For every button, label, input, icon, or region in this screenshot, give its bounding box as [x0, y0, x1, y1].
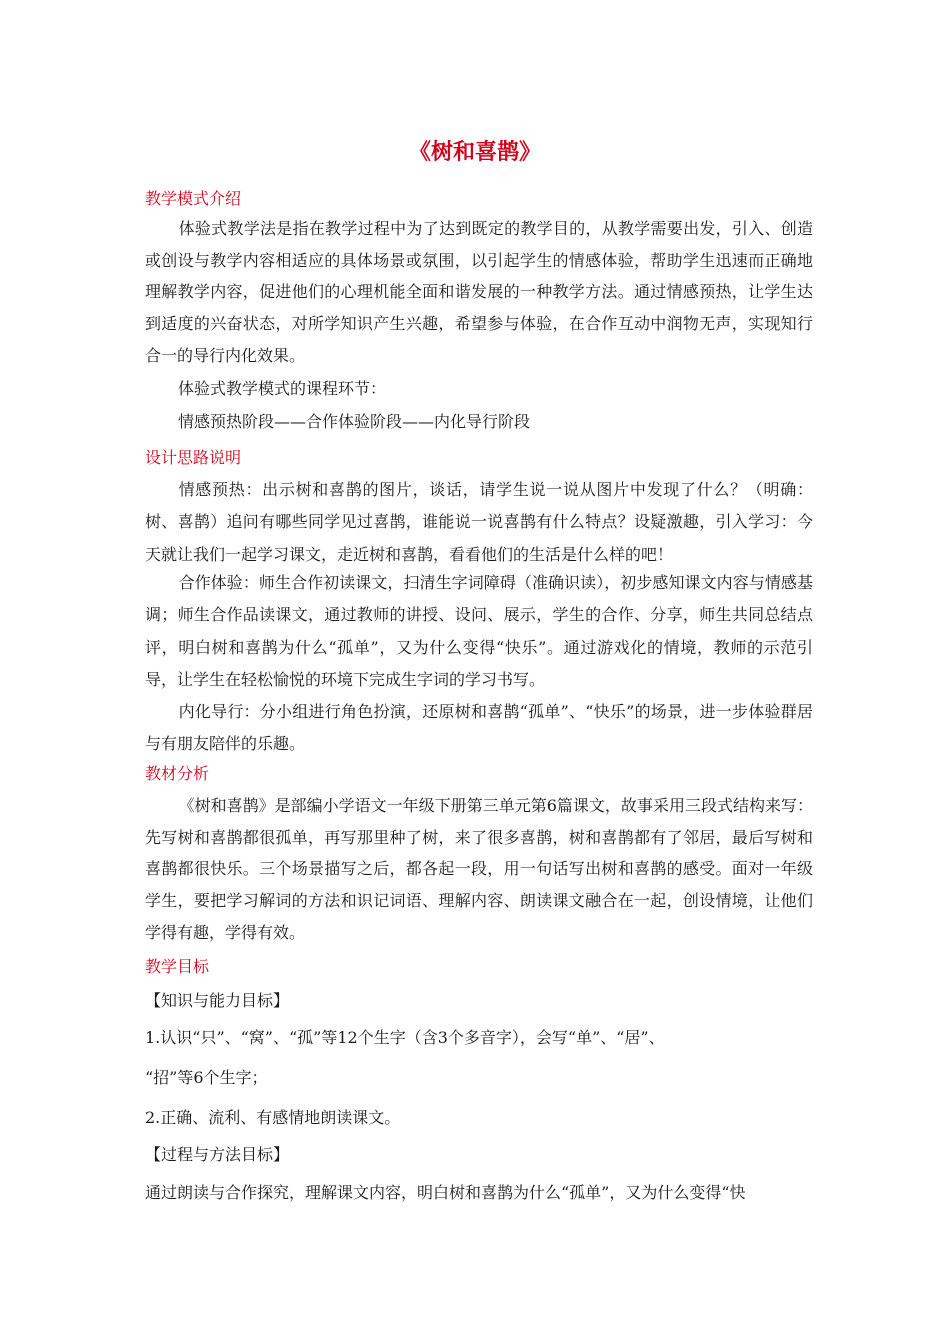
stages-label: 体验式教学模式的课程环节： — [178, 379, 387, 398]
material-paragraph: 《树和喜鹊》是部编小学语文一年级下册第三单元第6篇课文，故事采用三段式结构来写：先写树和喜鹊都很孤单，再写那里种了树，来了很多喜鹊，树和喜鹊都有了邻居，最后写树和喜鹊都很快乐。三个场景描写之后，都各起一段，用一句话写出树和喜鹊的感受。面对一年级学生，要把学习解词的方法和识记词语、理解内容、朗读课文融合在一起，创设情境，让他们学得有趣，学得有效。 — [145, 796, 813, 942]
section-heading-material: 教材分析 — [145, 764, 210, 783]
process-goal-text: 通过朗读与合作探究，理解课文内容，明白树和喜鹊为什么“孤单”，又为什么变得“快 — [145, 1183, 746, 1202]
section-heading-mode-intro: 教学模式介绍 — [145, 189, 242, 208]
design-warmup-paragraph: 情感预热：出示树和喜鹊的图片，谈话，请学生说一说从图片中发现了什么？（明确：树、喜鹊）追问有哪些同学见过喜鹊，谁能说一说喜鹊有什么特点？设疑激趣，引入学习：今天就让我们一起学习课文，走近树和喜鹊，看看他们的生活是什么样的吧！ — [145, 480, 813, 564]
design-cooperation-paragraph: 合作体验：师生合作初读课文，扫清生字词障碍（准确识读），初步感知课文内容与情感基调；师生合作品读课文，通过教师的讲授、设问、展示，学生的合作、分享，师生共同总结点评，明白树和喜鹊为什么“孤单”，又为什么变得“快乐”。通过游戏化的情境，教师的示范引导，让学生在轻松愉悦的环境下完成生字词的学习书写。 — [145, 573, 813, 690]
document-title: 《树和喜鹊》 — [408, 139, 541, 165]
knowledge-goal-2: 2.正确、流利、有感情地朗读课文。 — [145, 1108, 401, 1127]
knowledge-goal-label: 【知识与能力目标】 — [145, 991, 290, 1010]
knowledge-goal-1-line1: 1.认识“只”、“窝”、“孤”等12个生字（含3个多音字），会写“单”、“居”、 — [145, 1028, 665, 1047]
design-internalize-paragraph: 内化导行：分小组进行角色扮演，还原树和喜鹊“孤单”、“快乐”的场景，进一步体验群居与有朋友陪伴的乐趣。 — [145, 702, 813, 754]
knowledge-goal-1-line2: “招”等6个生字； — [145, 1068, 268, 1087]
section-heading-goals: 教学目标 — [145, 957, 210, 976]
section-heading-design: 设计思路说明 — [145, 448, 242, 467]
mode-intro-paragraph: 体验式教学法是指在教学过程中为了达到既定的教学目的，从教学需要出发，引入、创造或创设与教学内容相适应的具体场景或氛围，以引起学生的情感体验，帮助学生迅速而正确地理解教学内容，促进他们的心理机能全面和谐发展的一种教学方法。通过情感预热，让学生达到适度的兴奋状态，对所学知识产生兴趣，希望参与体验，在合作互动中润物无声，实现知行合一的导行内化效果。 — [145, 219, 813, 365]
stages-text: 情感预热阶段——合作体验阶段——内化导行阶段 — [178, 412, 531, 431]
process-goal-label: 【过程与方法目标】 — [145, 1145, 290, 1164]
